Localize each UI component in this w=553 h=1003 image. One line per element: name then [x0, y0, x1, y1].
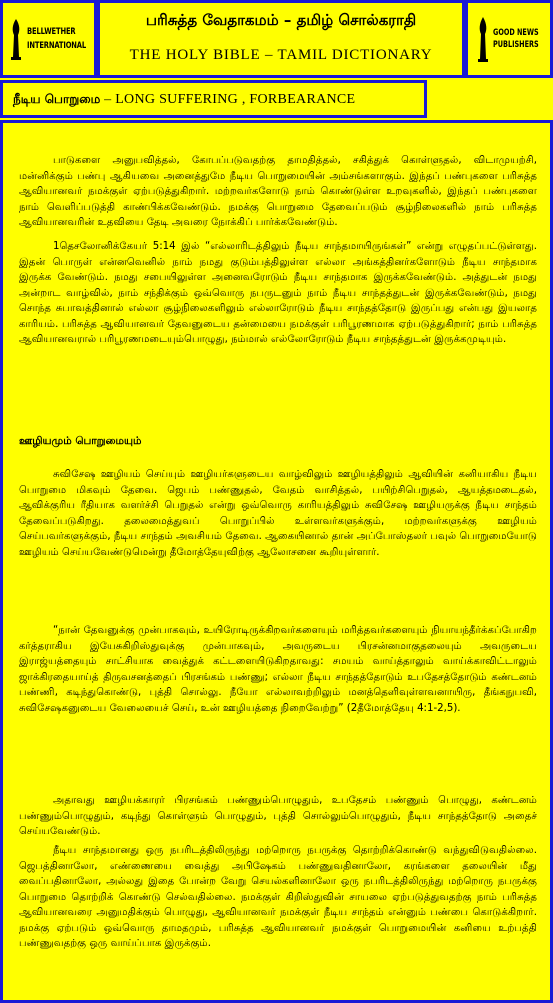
header-right-logo-box — [465, 0, 553, 78]
right-logo-line-1: GOOD NEWS — [493, 28, 539, 38]
left-logo-line-2: INTERNATIONAL — [27, 41, 87, 51]
left-logo-line-1: BELLWETHER — [27, 27, 76, 37]
paragraph-4-quote: “நான் தேவனுக்கு முன்பாகவும், உயிரோடிருக்கிறவர்களையும் மரித்தவர்களையும் நியாயந்தீர்க்கப்போகிற கர்த்தராகிய இயேசுகிறிஸ்துவுக்கு முன்பாகவும், அவருடைய பிரசன்னமாகுதலையும் அவருடைய இராஜ்யத்தையும் சாட்சியாக வைத்துக் கட்டளையிடுகிறதாவது: சமயம் வாய்த்தாலும் வாய்க்காவிட்டாலும் ஜாக்கிரதையாய்த் திருவசனத்தைப் பிரசங்கம் பண்ணு; எல்லா நீடிய சாந்தத்தோடும் உபதேசத்தோடும் கண்டனம் பண்ணி, கடிந்துகொண்டு, புத்தி சொல்லு. நீயோ எல்லாவற்றிலும் மனத்தெளிவுள்ளவனாயிரு, தீங்கநுபவி, சுவிசேஷகனுடைய வேலையைச் செய், உன் ஊழியத்தை நிறைவேற்று” (2தீமோத்தேயு 4:1-2,5). — [19, 625, 537, 714]
topic-tamil: நீடிய பொறுமை — [13, 92, 101, 106]
paragraph-2: 1தெசலோனிக்கேயர் 5:14 இல் “எல்லாரிடத்திலும் நீடிய சாந்தமாயிருங்கள்” என்று எழுதப்பட்டுள்ளது. இதன் பொருள் என்னவெனில் நாம் நமது குடும்பத்திலுள்ள எல்லா அங்கத்தினர்களோடும் நீடிய சாந்தமாக இருக்க வேண்டும். நமது சபையிலுள்ள அனைவரோடும் நீடிய சாந்தமாக இருக்கவேண்டும். அத்துடன் நமது அன்றாட வாழ்வில், நாம் சந்திக்கும் ஒவ்வொரு நபருடனும் நாம் நீடிய சாந்தத்துடன் இருக்கவேண்டும், நமது சொந்த சுபாவத்தினால் எல்லா சூழ்நிலைகளிலும் எல்லாரோடும் நீடிய சாந்தத்தோடு இருப்பது என்பது இயலாத காரியம். பரிசுத்த ஆவியானவர் தேவனுடைய தன்மையை நமக்குள் பரிபூரணமாக ஏற்படுத்துகிறார்; நாம் பரிசுத்த ஆவியானவரால் பரிபூரணமடையும்பொழுது, நம்மால் எல்லோரோடும் நீடிய சாந்தத்துடன் இருக்கமுடியும். — [19, 241, 537, 345]
title-tamil: பரிசுத்த வேதாகமம் – தமிழ் சொல்கராதி — [145, 11, 417, 29]
topic-separator: – — [100, 92, 116, 107]
right-logo-line-2: PUBLISHERS — [493, 40, 539, 50]
header-left-logo-box — [0, 0, 97, 78]
header-title-box — [97, 0, 465, 78]
good-news-logo-icon — [476, 15, 490, 63]
topic-title — [13, 92, 355, 108]
subheading: ஊழியமும் பொறுமையும் — [19, 435, 142, 447]
good-news-logo — [476, 15, 553, 63]
topic-box — [0, 80, 427, 118]
paragraph-3: சுவிசேஷ ஊழியம் செய்யும் ஊழியர்களுடைய வாழ்விலும் ஊழியத்திலும் ஆவியின் கனியாகிய நீடிய பொறுமை மிகவும் தேவை. ஜெபம் பண்ணுதல், வேதம் வாசித்தல், பயிற்சிபெறுதல், ஆயத்தமடைதல், ஆவிக்குரிய ரீதியாக வளர்ச்சி பெறுதல் என்று ஒவ்வொரு காரியத்திலும் சுவிசேஷ ஊழியருக்கு நீடிய சாந்தம் தேவைப்படுகிறது. தலைமைத்துவப் பொறுப்பில் உள்ளவர்களுக்கும், மற்றவர்களுக்கு ஊழியம் செய்பவர்களுக்கும், நீடிய சாந்தம் அவசியம் தேவை. ஆகையினால் தான் அப்போஸ்தலர் பவுல் பொறுமையோடு ஊழியம் செய்யவேண்டுமென்று தீமோத்தேயுவிற்கு ஆலோசனை கூறியுள்ளார். — [19, 469, 537, 558]
content-box — [0, 120, 553, 1003]
bellwether-logo — [9, 17, 106, 61]
topic-english: LONG SUFFERING , FORBEARANCE — [115, 92, 356, 107]
title-english: THE HOLY BIBLE – TAMIL DICTIONARY — [129, 47, 433, 63]
bellwether-logo-icon — [9, 17, 23, 61]
paragraph-6: நீடிய சாந்தமானது ஒரு நபரிடத்திலிருந்து மற்றொரு நபருக்கு தொற்றிக்கொண்டு வந்துவிடுவதில்லை. ஜெபத்தினாலோ, எண்ணையை வைத்து அபிஷேகம் பண்ணுவதினாலோ, கரங்களை தலையின் மீது வைப்பதினாலோ, அல்லது இதை போன்ற வேறு செயல்களினாலோ ஒரு நபரிடத்திலிருந்து மற்றொரு நபருக்கு பொறுமை தொற்றிக் கொண்டு செல்வதில்லை. நமக்குள் கிறிஸ்துவின் சாயலை ஏற்படுத்துவதற்கு நாம் பரிசுத்த ஆவியானவரை அனுமதிக்கும் பொழுது, ஆவியானவர் நமக்குள் நீடிய சாந்தம் என்னும் பண்பை கொடுக்கிறார். நமக்கு ஏற்படும் ஒவ்வொரு தாமதமும், பரிசுத்த ஆவியானவர் நமக்குள் பொறுமையின் கனியை உற்பத்தி பண்ணுவதற்கு ஒரு வாய்ப்பாக இருக்கும். — [19, 845, 537, 949]
paragraph-5: அதாவது ஊழியக்காரர் பிரசங்கம் பண்ணும்பொழுதும், உபதேசம் பண்ணும் பொழுது, கண்டனம் பண்ணும்பொழுதும், கடிந்து கொள்ளும் பொழுதும், புத்தி சொல்லும்பொழுதும், நீடிய சாந்தத்தோடு அதைச் செய்யவேண்டும். — [19, 795, 537, 837]
paragraph-1: பாடுகளை அனுபவித்தல், கோபப்படுவதற்கு தாமதித்தல், சகித்துக் கொள்ளுதல், விடாமுயற்சி, மன்னிக்கும் பண்பு ஆகியவை அனைத்துமே நீடிய பொறுமையின் அம்சங்களாகும். இந்தப் பண்புகளை பரிசுத்த ஆவியானவர் நமக்குள் ஏற்படுத்துகிறார். மற்றவர்களோடு நாம் கொண்டுள்ள உறவுகளில், இந்தப் பண்புகளை நாம் வெளிப்படுத்தி காண்பிக்கவேண்டும். நமக்கு பொறுமை தேவைப்படும் சூழ்நிலைகளில் நாம் பரிசுத்த ஆவியானவரின் உதவியை தேடி அவரை நோக்கிப் பார்க்கவேண்டும். — [19, 155, 537, 228]
